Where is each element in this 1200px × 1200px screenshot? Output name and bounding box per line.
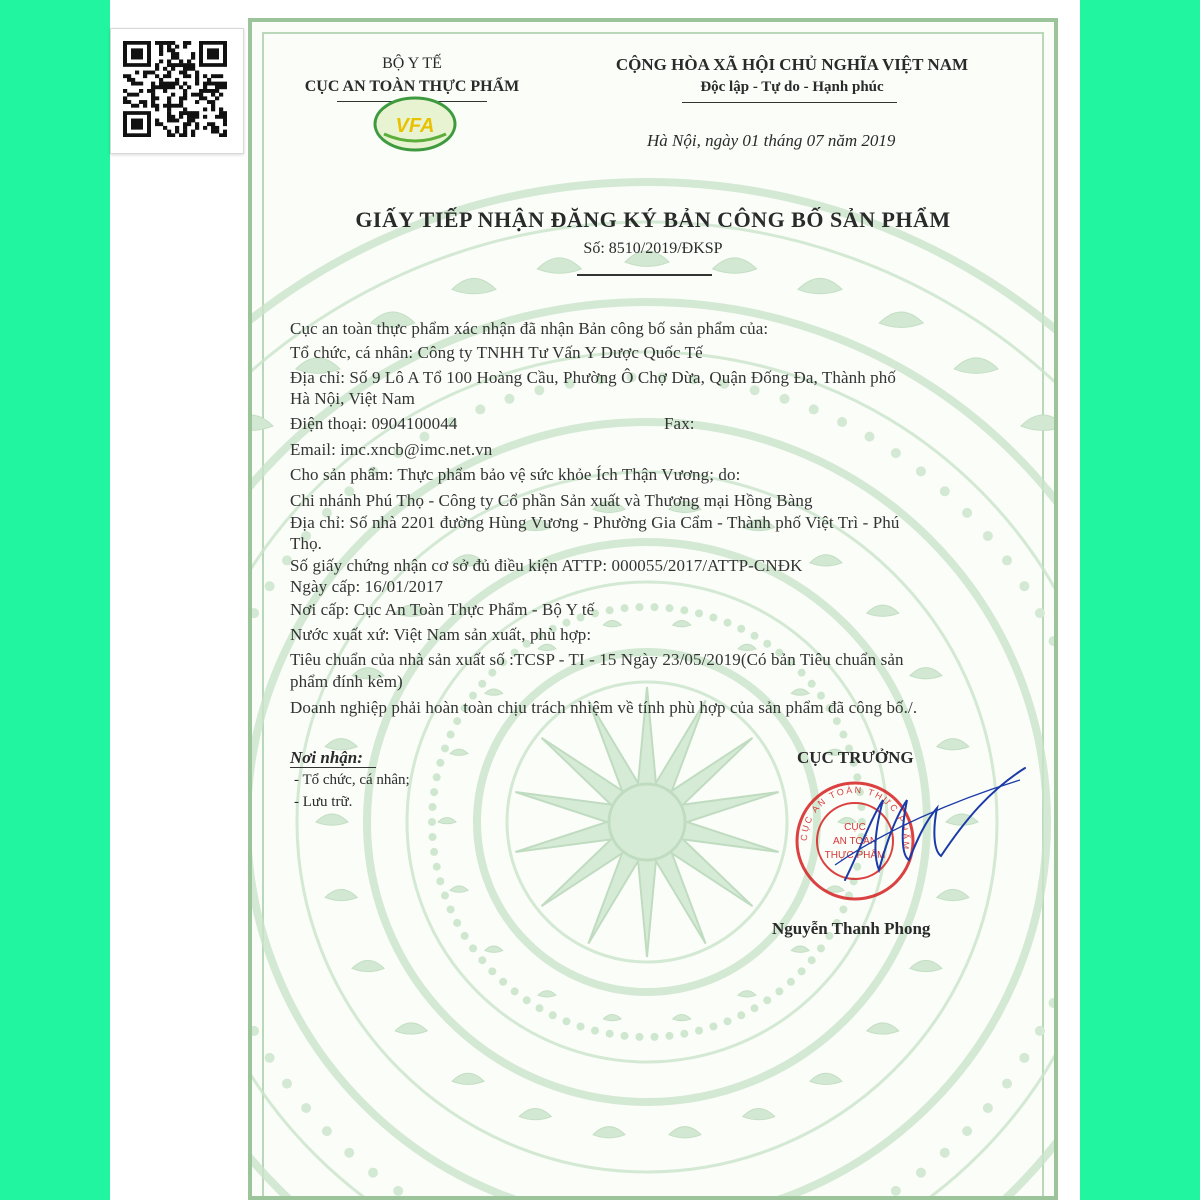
issue-date-line: Ngày cấp: 16/01/2017 [290, 577, 444, 596]
title-underline [577, 274, 712, 276]
stamp-center-line: THỰC PHẨM [824, 850, 886, 861]
stamp-center-line: AN TOÀN [832, 836, 878, 847]
product-line: Cho sản phẩm: Thực phẩm bảo vệ sức khỏe Ích Thận Vương; do: [290, 465, 741, 484]
ministry-name: BỘ Y TẾ [382, 55, 442, 72]
responsibility-line: Doanh nghiệp phải hoàn toàn chịu trách nhiệm về tính phù hợp của sản phẩm đã công bố./. [290, 698, 918, 717]
recipient-item: - Tổ chức, cá nhân; [294, 772, 410, 788]
signer-role: CỤC TRƯỞNG [797, 748, 914, 767]
organization-line: Tổ chức, cá nhân: Công ty TNHH Tư Vấn Y Dược Quốc Tế [290, 343, 703, 362]
standard-line-1: Tiêu chuẩn của nhà sản xuất số :TCSP - TI - 15 Ngày 23/05/2019(Có bản Tiêu chuẩn sản [290, 650, 904, 669]
fax-line: Fax: [664, 414, 695, 433]
certificate [248, 18, 1058, 1200]
motto-underline [682, 102, 897, 103]
manufacturer-line: Chi nhánh Phú Thọ - Công ty Cổ phần Sản xuất và Thương mại Hồng Bàng [290, 491, 813, 510]
recipients-underline [290, 767, 376, 768]
vfa-logo-text: VFA [395, 115, 435, 137]
document-title: GIẤY TIẾP NHẬN ĐĂNG KÝ BẢN CÔNG BỐ SẢN PHẨM [355, 207, 951, 232]
certificate-line: Số giấy chứng nhận cơ sở đủ điều kiện ATTP: 000055/2017/ATTP-CNĐK [290, 556, 803, 575]
vfa-logo-icon [370, 96, 460, 152]
stamp-center-line: CỤC [844, 822, 866, 833]
recipients-label: Nơi nhận: [290, 748, 363, 767]
address-line-2: Hà Nội, Việt Nam [290, 389, 415, 408]
recipient-item: - Lưu trữ. [294, 794, 353, 810]
manufacturer-address-line-2: Thọ. [290, 534, 323, 553]
standard-line-2: phẩm đính kèm) [290, 672, 403, 691]
phone-line: Điện thoại: 0904100044 [290, 414, 458, 433]
handwritten-signature [775, 760, 1035, 890]
issuer-line: Nơi cấp: Cục An Toàn Thực Phẩm - Bộ Y tế [290, 600, 595, 619]
country-name: CỘNG HÒA XÃ HỘI CHỦ NGHĨA VIỆT NAM [615, 55, 969, 74]
intro-line: Cục an toàn thực phẩm xác nhận đã nhận Bản công bố sản phẩm của: [290, 319, 769, 338]
manufacturer-address-line-1: Địa chỉ: Số nhà 2201 đường Hùng Vương - Phường Gia Cẩm - Thành phố Việt Trì - Phú [290, 513, 900, 532]
agency-name: CỤC AN TOÀN THỰC PHẨM [304, 78, 520, 95]
address-line-1: Địa chỉ: Số 9 Lô A Tổ 100 Hoàng Cầu, Phường Ô Chợ Dừa, Quận Đống Đa, Thành phố [290, 368, 896, 387]
qr-code-card[interactable] [110, 28, 244, 154]
national-motto: Độc lập - Tự do - Hạnh phúc [700, 79, 884, 95]
stamp-ring-text: CỤC AN TOÀN THỰC PHẨM [798, 784, 912, 852]
signer-name: Nguyễn Thanh Phong [772, 919, 931, 938]
qr-code-icon [123, 41, 227, 137]
email-line: Email: imc.xncb@imc.net.vn [290, 440, 493, 459]
document-number: Số: 8510/2019/ĐKSP [583, 240, 723, 257]
origin-line: Nước xuất xứ: Việt Nam sản xuất, phù hợp: [290, 625, 592, 644]
issue-place-date: Hà Nội, ngày 01 tháng 07 năm 2019 [647, 131, 896, 150]
